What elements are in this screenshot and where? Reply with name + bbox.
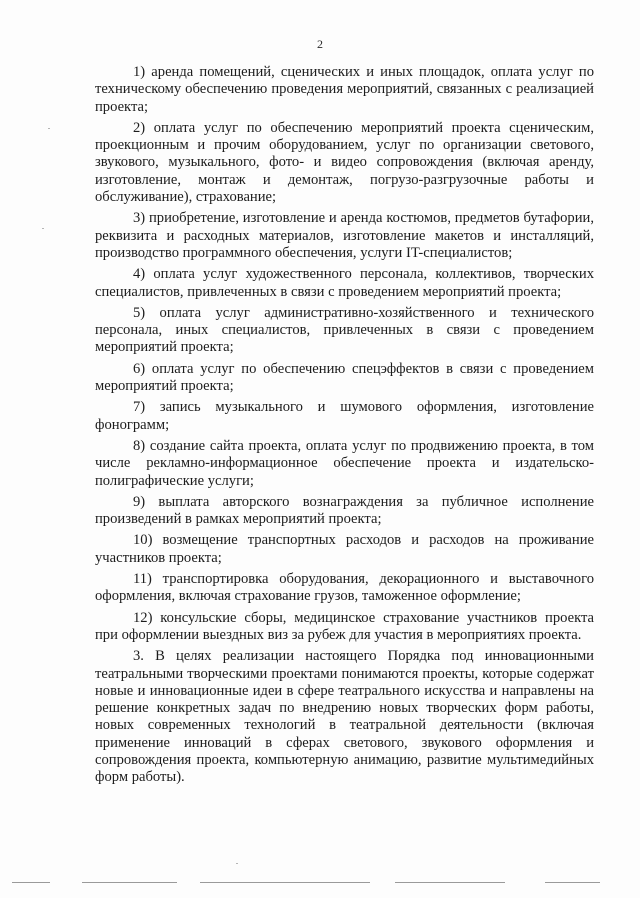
list-item-5: 5) оплата услуг административно-хозяйственного и технического персонала, иных специалистов, привлеченных в связи с проведением мероприятий проекта;: [95, 304, 594, 356]
list-item-1: 1) аренда помещений, сценических и иных площадок, оплата услуг по техническому обеспечению проведения мероприятий, связанных с реализацией проекта;: [95, 64, 594, 115]
list-item-3: 3) приобретение, изготовление и аренда костюмов, предметов бутафории, реквизита и расходных материалов, изготовление макетов и инсталляций, производство программного обеспечения, услуги IT-специалистов;: [95, 210, 594, 261]
document-body: [95, 64, 594, 791]
scan-edge-line: [82, 882, 177, 883]
list-item-4: 4) оплата услуг художественного персонала, коллективов, творческих специалистов, привлеченных в связи с проведением мероприятий проекта;: [95, 266, 594, 300]
list-item-2: 2) оплата услуг по обеспечению мероприятий проекта сценическим, проекционным и прочим оборудованием, услуг по организации светового, звукового, музыкального, фото- и видео сопровождения (включая аренду, изготовление, монтаж и демонтаж, погрузо-разгрузочные работы и обслуживание), страхование;: [95, 119, 594, 206]
page-number: 2: [317, 37, 323, 51]
list-item-12: 12) консульские сборы, медицинское страхование участников проекта при оформлении выездных виз за рубеж для участия в мероприятиях проекта.: [95, 609, 594, 643]
list-item-7: 7) запись музыкального и шумового оформления, изготовление фонограмм;: [95, 399, 594, 433]
section-3-paragraph: 3. В целях реализации настоящего Порядка под инновационными театральными творческими проектами понимаются проекты, которые содержат новые и инновационные идеи в сфере театрального искусства и направлены на решение конкретных задач по внедрению новых творческих форм работы, новых современных технологий в театральной деятельности (включая применение инноваций в сферах светового, звукового оформления и сопровождения проекта, компьютерную анимацию, развитие мультимедийных форм работы).: [95, 648, 594, 786]
list-item-10: 10) возмещение транспортных расходов и расходов на проживание участников проекта;: [95, 532, 594, 566]
scan-speck: [42, 228, 44, 229]
list-item-8: 8) создание сайта проекта, оплата услуг по продвижению проекта, в том числе рекламно-информационное обеспечение проекта и издательско-полиграфические услуги;: [95, 437, 594, 489]
scan-speck: [236, 863, 238, 864]
list-item-9: 9) выплата авторского вознаграждения за публичное исполнение произведений в рамках мероприятий проекта;: [95, 493, 594, 528]
scan-edge-line: [395, 882, 505, 883]
scan-edge-line: [12, 882, 50, 883]
scan-edge-line: [545, 882, 600, 883]
scan-edge-line: [200, 882, 370, 883]
list-item-11: 11) транспортировка оборудования, декорационного и выставочного оформления, включая страхование грузов, таможенное оформление;: [95, 571, 594, 605]
list-item-6: 6) оплата услуг по обеспечению спецэффектов в связи с проведением мероприятий проекта;: [95, 360, 594, 395]
scan-speck: [48, 128, 50, 129]
